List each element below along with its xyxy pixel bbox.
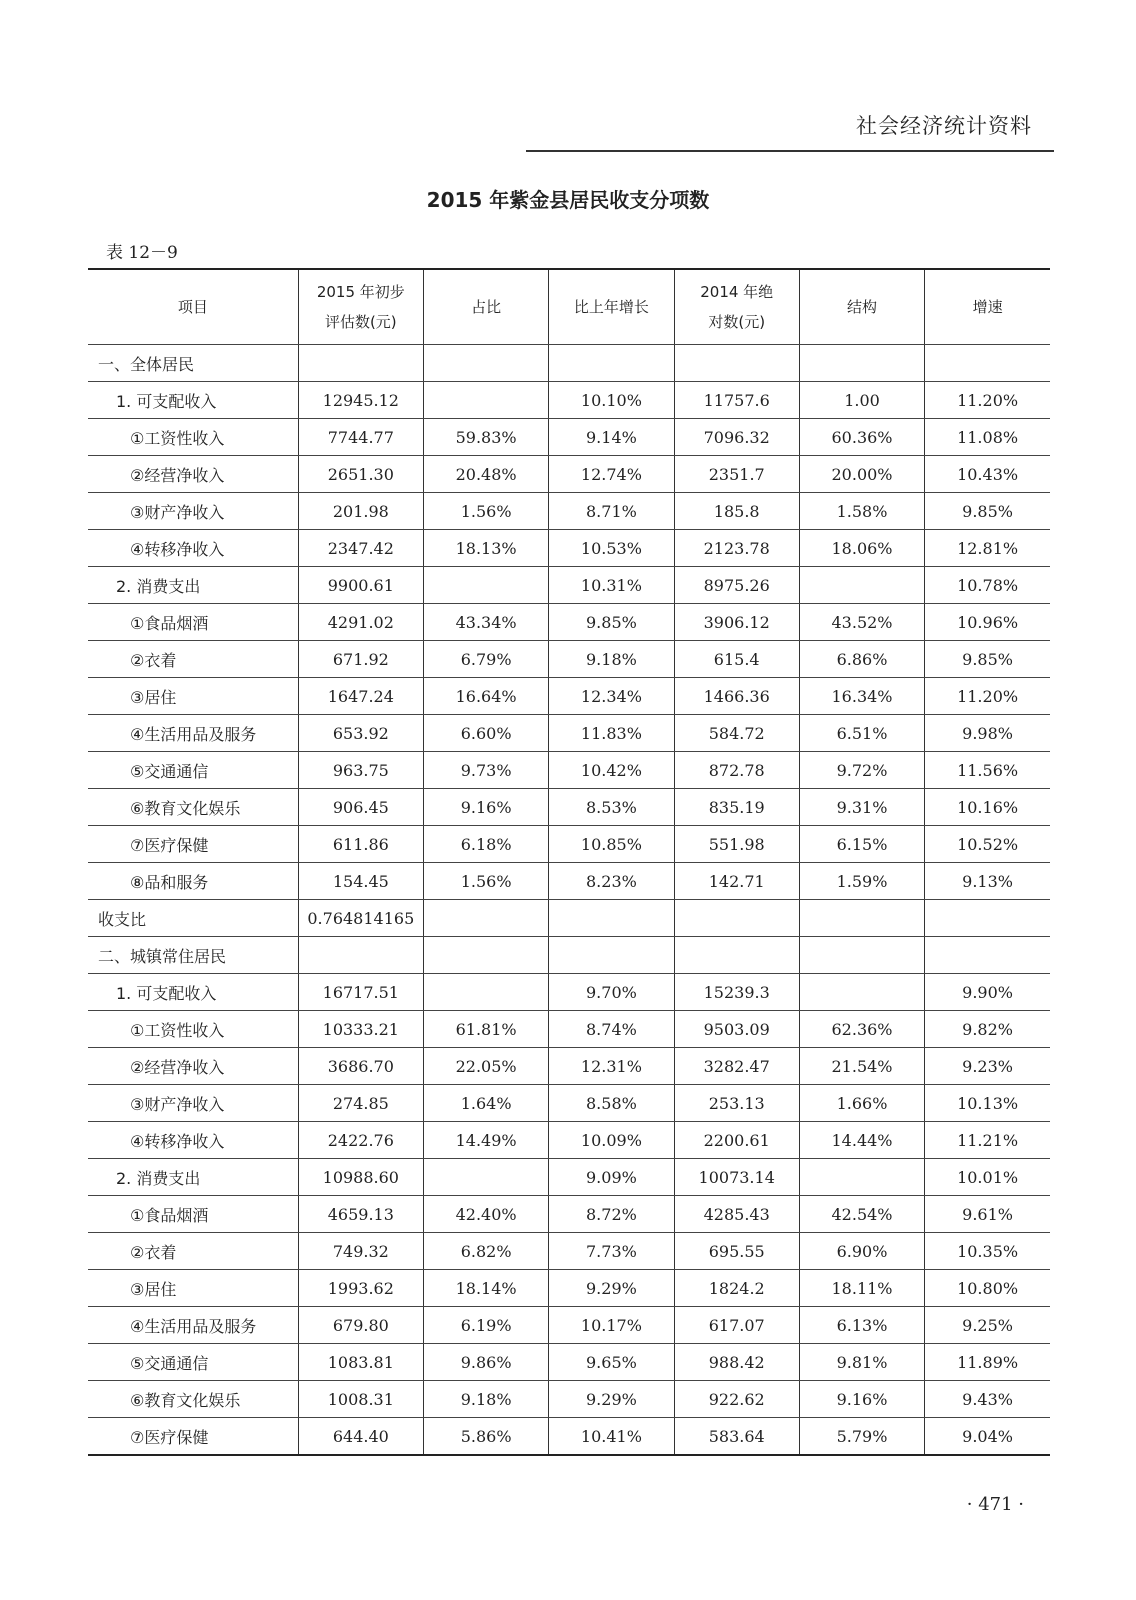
cell-item: ②经营净收入 [88, 456, 298, 493]
cell-absolute-2014: 2351.7 [674, 456, 799, 493]
cell-estimate-2015: 611.86 [298, 826, 423, 863]
cell-share [423, 974, 548, 1011]
cell-growth-rate: 10.13% [925, 1085, 1050, 1122]
cell-structure: 1.59% [799, 863, 924, 900]
table-row [88, 1307, 1050, 1344]
table-row [88, 937, 1050, 974]
table-row [88, 493, 1050, 530]
cell-share: 59.83% [423, 419, 548, 456]
cell-absolute-2014: 15239.3 [674, 974, 799, 1011]
cell-estimate-2015: 749.32 [298, 1233, 423, 1270]
cell-share: 20.48% [423, 456, 548, 493]
cell-item: ④生活用品及服务 [88, 1307, 298, 1344]
cell-structure: 42.54% [799, 1196, 924, 1233]
cell-growth-rate [925, 345, 1050, 382]
cell-growth-rate [925, 900, 1050, 937]
cell-growth-yoy: 11.83% [549, 715, 674, 752]
table-row [88, 419, 1050, 456]
table-row [88, 567, 1050, 604]
cell-growth-rate: 9.85% [925, 493, 1050, 530]
column-header-line: 2014 年绝 [700, 283, 774, 301]
cell-item: ④生活用品及服务 [88, 715, 298, 752]
cell-growth-yoy: 10.09% [549, 1122, 674, 1159]
cell-structure [799, 1159, 924, 1196]
cell-absolute-2014: 695.55 [674, 1233, 799, 1270]
cell-item: ②经营净收入 [88, 1048, 298, 1085]
cell-item: ②衣着 [88, 1233, 298, 1270]
cell-absolute-2014 [674, 345, 799, 382]
cell-item: ⑤交通通信 [88, 1344, 298, 1381]
cell-growth-yoy: 8.53% [549, 789, 674, 826]
cell-estimate-2015: 1993.62 [298, 1270, 423, 1307]
cell-estimate-2015: 2651.30 [298, 456, 423, 493]
cell-growth-rate: 9.98% [925, 715, 1050, 752]
cell-share: 6.19% [423, 1307, 548, 1344]
cell-structure: 60.36% [799, 419, 924, 456]
cell-item: ③居住 [88, 678, 298, 715]
cell-estimate-2015: 2347.42 [298, 530, 423, 567]
page-number: · 471 · [966, 1494, 1024, 1515]
cell-structure: 1.58% [799, 493, 924, 530]
cell-estimate-2015: 201.98 [298, 493, 423, 530]
cell-growth-yoy: 9.29% [549, 1381, 674, 1418]
cell-share: 5.86% [423, 1418, 548, 1456]
cell-item: ①工资性收入 [88, 1011, 298, 1048]
table-row [88, 752, 1050, 789]
cell-growth-rate: 11.21% [925, 1122, 1050, 1159]
cell-estimate-2015: 671.92 [298, 641, 423, 678]
cell-absolute-2014: 872.78 [674, 752, 799, 789]
table-row [88, 382, 1050, 419]
cell-item: 一、全体居民 [88, 345, 298, 382]
cell-growth-yoy: 9.18% [549, 641, 674, 678]
cell-growth-rate: 11.08% [925, 419, 1050, 456]
cell-share: 6.82% [423, 1233, 548, 1270]
cell-estimate-2015: 274.85 [298, 1085, 423, 1122]
cell-growth-yoy [549, 937, 674, 974]
cell-estimate-2015: 12945.12 [298, 382, 423, 419]
cell-item: ⑥教育文化娱乐 [88, 1381, 298, 1418]
cell-structure [799, 900, 924, 937]
cell-estimate-2015: 1008.31 [298, 1381, 423, 1418]
cell-growth-yoy: 8.72% [549, 1196, 674, 1233]
cell-growth-rate: 9.04% [925, 1418, 1050, 1456]
table-row [88, 1159, 1050, 1196]
table-row [88, 715, 1050, 752]
cell-growth-yoy [549, 900, 674, 937]
cell-share: 1.64% [423, 1085, 548, 1122]
cell-growth-yoy: 10.41% [549, 1418, 674, 1456]
cell-growth-rate: 10.35% [925, 1233, 1050, 1270]
cell-item: ③财产净收入 [88, 1085, 298, 1122]
cell-item: 2. 消费支出 [88, 567, 298, 604]
cell-absolute-2014: 3282.47 [674, 1048, 799, 1085]
cell-item: ⑧品和服务 [88, 863, 298, 900]
table-row [88, 1122, 1050, 1159]
column-header-line: 对数(元) [708, 313, 766, 331]
cell-structure: 9.16% [799, 1381, 924, 1418]
cell-growth-yoy: 10.85% [549, 826, 674, 863]
cell-structure: 21.54% [799, 1048, 924, 1085]
column-header-line: 结构 [847, 298, 878, 316]
cell-item: 二、城镇常住居民 [88, 937, 298, 974]
cell-growth-rate: 11.20% [925, 382, 1050, 419]
table-row [88, 826, 1050, 863]
table-row [88, 900, 1050, 937]
cell-estimate-2015: 9900.61 [298, 567, 423, 604]
cell-absolute-2014: 584.72 [674, 715, 799, 752]
cell-absolute-2014: 3906.12 [674, 604, 799, 641]
cell-item: ③居住 [88, 1270, 298, 1307]
cell-growth-rate: 9.82% [925, 1011, 1050, 1048]
cell-item: ①食品烟酒 [88, 1196, 298, 1233]
cell-item: ⑤交通通信 [88, 752, 298, 789]
cell-growth-yoy: 9.29% [549, 1270, 674, 1307]
cell-growth-yoy: 12.31% [549, 1048, 674, 1085]
cell-growth-yoy [549, 345, 674, 382]
table-row [88, 1270, 1050, 1307]
cell-growth-yoy: 8.23% [549, 863, 674, 900]
cell-estimate-2015: 7744.77 [298, 419, 423, 456]
running-header-title: 社会经济统计资料 [856, 114, 1032, 138]
cell-estimate-2015: 4659.13 [298, 1196, 423, 1233]
cell-structure: 6.86% [799, 641, 924, 678]
income-expenditure-table [88, 268, 1050, 1456]
cell-absolute-2014: 2200.61 [674, 1122, 799, 1159]
table-title: 2015 年紫金县居民收支分项数 [426, 188, 710, 212]
cell-structure [799, 567, 924, 604]
cell-structure [799, 974, 924, 1011]
cell-growth-rate: 10.96% [925, 604, 1050, 641]
cell-absolute-2014: 185.8 [674, 493, 799, 530]
cell-absolute-2014: 2123.78 [674, 530, 799, 567]
cell-growth-yoy: 10.17% [549, 1307, 674, 1344]
column-header-item [88, 269, 298, 345]
cell-growth-rate: 10.43% [925, 456, 1050, 493]
table-row [88, 641, 1050, 678]
cell-item: 2. 消费支出 [88, 1159, 298, 1196]
cell-structure: 20.00% [799, 456, 924, 493]
cell-absolute-2014: 4285.43 [674, 1196, 799, 1233]
table-row [88, 678, 1050, 715]
cell-structure: 6.90% [799, 1233, 924, 1270]
cell-absolute-2014: 617.07 [674, 1307, 799, 1344]
cell-absolute-2014: 615.4 [674, 641, 799, 678]
column-header-share [423, 269, 548, 345]
column-header-line: 2015 年初步 [316, 283, 405, 301]
cell-absolute-2014: 8975.26 [674, 567, 799, 604]
cell-growth-yoy: 9.14% [549, 419, 674, 456]
cell-item: ④转移净收入 [88, 1122, 298, 1159]
table-row [88, 974, 1050, 1011]
cell-growth-rate: 10.80% [925, 1270, 1050, 1307]
cell-structure: 14.44% [799, 1122, 924, 1159]
cell-estimate-2015: 10988.60 [298, 1159, 423, 1196]
cell-structure [799, 345, 924, 382]
cell-structure: 1.00 [799, 382, 924, 419]
cell-absolute-2014: 551.98 [674, 826, 799, 863]
cell-growth-rate [925, 937, 1050, 974]
table-row [88, 1381, 1050, 1418]
cell-growth-yoy: 9.09% [549, 1159, 674, 1196]
cell-share [423, 937, 548, 974]
cell-item: ②衣着 [88, 641, 298, 678]
cell-absolute-2014: 253.13 [674, 1085, 799, 1122]
cell-share [423, 1159, 548, 1196]
table-body [88, 345, 1050, 1456]
cell-share [423, 382, 548, 419]
table-row [88, 604, 1050, 641]
cell-share: 9.18% [423, 1381, 548, 1418]
cell-item: ④转移净收入 [88, 530, 298, 567]
cell-growth-rate: 9.43% [925, 1381, 1050, 1418]
cell-growth-rate: 11.89% [925, 1344, 1050, 1381]
cell-estimate-2015: 3686.70 [298, 1048, 423, 1085]
cell-estimate-2015: 1083.81 [298, 1344, 423, 1381]
cell-item: 1. 可支配收入 [88, 974, 298, 1011]
table-row [88, 1196, 1050, 1233]
cell-share: 1.56% [423, 863, 548, 900]
table-row [88, 1344, 1050, 1381]
cell-growth-yoy: 9.85% [549, 604, 674, 641]
cell-growth-rate: 12.81% [925, 530, 1050, 567]
cell-growth-rate: 11.56% [925, 752, 1050, 789]
cell-item: ①工资性收入 [88, 419, 298, 456]
cell-growth-yoy: 8.74% [549, 1011, 674, 1048]
cell-share: 16.64% [423, 678, 548, 715]
cell-structure: 6.51% [799, 715, 924, 752]
cell-structure: 6.13% [799, 1307, 924, 1344]
cell-structure: 43.52% [799, 604, 924, 641]
table-row [88, 789, 1050, 826]
cell-structure: 16.34% [799, 678, 924, 715]
table-row [88, 863, 1050, 900]
cell-growth-yoy: 10.42% [549, 752, 674, 789]
cell-estimate-2015: 10333.21 [298, 1011, 423, 1048]
cell-estimate-2015: 154.45 [298, 863, 423, 900]
cell-growth-rate: 9.85% [925, 641, 1050, 678]
cell-structure [799, 937, 924, 974]
cell-share: 22.05% [423, 1048, 548, 1085]
cell-absolute-2014: 11757.6 [674, 382, 799, 419]
table-row [88, 1418, 1050, 1456]
cell-structure: 1.66% [799, 1085, 924, 1122]
cell-share: 6.60% [423, 715, 548, 752]
cell-share [423, 345, 548, 382]
cell-estimate-2015: 4291.02 [298, 604, 423, 641]
table-row [88, 456, 1050, 493]
cell-share: 6.79% [423, 641, 548, 678]
cell-item: ③财产净收入 [88, 493, 298, 530]
cell-share: 9.73% [423, 752, 548, 789]
column-header-line: 评估数(元) [324, 313, 397, 331]
cell-estimate-2015: 963.75 [298, 752, 423, 789]
cell-growth-yoy: 7.73% [549, 1233, 674, 1270]
table-header-row [88, 269, 1050, 345]
cell-growth-yoy: 8.71% [549, 493, 674, 530]
column-header-line: 比上年增长 [573, 298, 649, 316]
cell-estimate-2015 [298, 345, 423, 382]
cell-absolute-2014: 922.62 [674, 1381, 799, 1418]
cell-share: 42.40% [423, 1196, 548, 1233]
cell-share: 9.16% [423, 789, 548, 826]
cell-growth-yoy: 12.34% [549, 678, 674, 715]
cell-share: 18.13% [423, 530, 548, 567]
cell-structure: 18.06% [799, 530, 924, 567]
cell-growth-yoy: 10.10% [549, 382, 674, 419]
table-number: 表 12－9 [106, 243, 178, 263]
cell-estimate-2015: 2422.76 [298, 1122, 423, 1159]
cell-structure: 9.72% [799, 752, 924, 789]
cell-absolute-2014: 9503.09 [674, 1011, 799, 1048]
cell-growth-rate: 10.16% [925, 789, 1050, 826]
cell-growth-rate: 9.13% [925, 863, 1050, 900]
cell-growth-yoy: 9.70% [549, 974, 674, 1011]
cell-growth-yoy: 9.65% [549, 1344, 674, 1381]
cell-growth-rate: 11.20% [925, 678, 1050, 715]
table-row [88, 1085, 1050, 1122]
header-rule [526, 150, 1054, 152]
cell-item: 收支比 [88, 900, 298, 937]
cell-structure: 5.79% [799, 1418, 924, 1456]
cell-item: ⑦医疗保健 [88, 826, 298, 863]
table-row [88, 1233, 1050, 1270]
cell-estimate-2015: 1647.24 [298, 678, 423, 715]
column-header-estimate-2015 [298, 269, 423, 345]
cell-growth-rate: 10.52% [925, 826, 1050, 863]
column-header-growth-rate [925, 269, 1050, 345]
cell-structure: 18.11% [799, 1270, 924, 1307]
table-row [88, 530, 1050, 567]
cell-estimate-2015: 906.45 [298, 789, 423, 826]
cell-absolute-2014 [674, 937, 799, 974]
cell-share: 6.18% [423, 826, 548, 863]
column-header-absolute-2014 [674, 269, 799, 345]
cell-growth-rate: 9.90% [925, 974, 1050, 1011]
cell-share: 61.81% [423, 1011, 548, 1048]
cell-growth-rate: 10.78% [925, 567, 1050, 604]
cell-absolute-2014: 10073.14 [674, 1159, 799, 1196]
cell-estimate-2015: 653.92 [298, 715, 423, 752]
cell-absolute-2014: 7096.32 [674, 419, 799, 456]
cell-growth-rate: 9.23% [925, 1048, 1050, 1085]
cell-structure: 9.81% [799, 1344, 924, 1381]
cell-share [423, 900, 548, 937]
table-row [88, 345, 1050, 382]
cell-share: 1.56% [423, 493, 548, 530]
cell-growth-yoy: 12.74% [549, 456, 674, 493]
cell-item: ⑥教育文化娱乐 [88, 789, 298, 826]
cell-growth-yoy: 10.31% [549, 567, 674, 604]
cell-item: 1. 可支配收入 [88, 382, 298, 419]
cell-structure: 62.36% [799, 1011, 924, 1048]
cell-share: 18.14% [423, 1270, 548, 1307]
cell-estimate-2015 [298, 937, 423, 974]
cell-estimate-2015: 644.40 [298, 1418, 423, 1456]
cell-growth-yoy: 10.53% [549, 530, 674, 567]
cell-absolute-2014: 583.64 [674, 1418, 799, 1456]
cell-structure: 9.31% [799, 789, 924, 826]
cell-absolute-2014: 1466.36 [674, 678, 799, 715]
cell-absolute-2014: 988.42 [674, 1344, 799, 1381]
cell-item: ⑦医疗保健 [88, 1418, 298, 1456]
cell-growth-yoy: 8.58% [549, 1085, 674, 1122]
column-header-line: 占比 [471, 298, 502, 316]
column-header-line: 增速 [972, 298, 1003, 316]
cell-absolute-2014: 835.19 [674, 789, 799, 826]
cell-absolute-2014: 1824.2 [674, 1270, 799, 1307]
cell-estimate-2015: 0.764814165 [298, 900, 423, 937]
cell-estimate-2015: 16717.51 [298, 974, 423, 1011]
column-header-line: 项目 [177, 298, 208, 316]
cell-share: 43.34% [423, 604, 548, 641]
cell-share: 14.49% [423, 1122, 548, 1159]
cell-absolute-2014 [674, 900, 799, 937]
column-header-structure [799, 269, 924, 345]
cell-absolute-2014: 142.71 [674, 863, 799, 900]
table-row [88, 1048, 1050, 1085]
cell-estimate-2015: 679.80 [298, 1307, 423, 1344]
cell-item: ①食品烟酒 [88, 604, 298, 641]
cell-growth-rate: 9.61% [925, 1196, 1050, 1233]
table-row [88, 1011, 1050, 1048]
column-header-growth-yoy [549, 269, 674, 345]
cell-growth-rate: 9.25% [925, 1307, 1050, 1344]
cell-growth-rate: 10.01% [925, 1159, 1050, 1196]
cell-share [423, 567, 548, 604]
cell-structure: 6.15% [799, 826, 924, 863]
cell-share: 9.86% [423, 1344, 548, 1381]
